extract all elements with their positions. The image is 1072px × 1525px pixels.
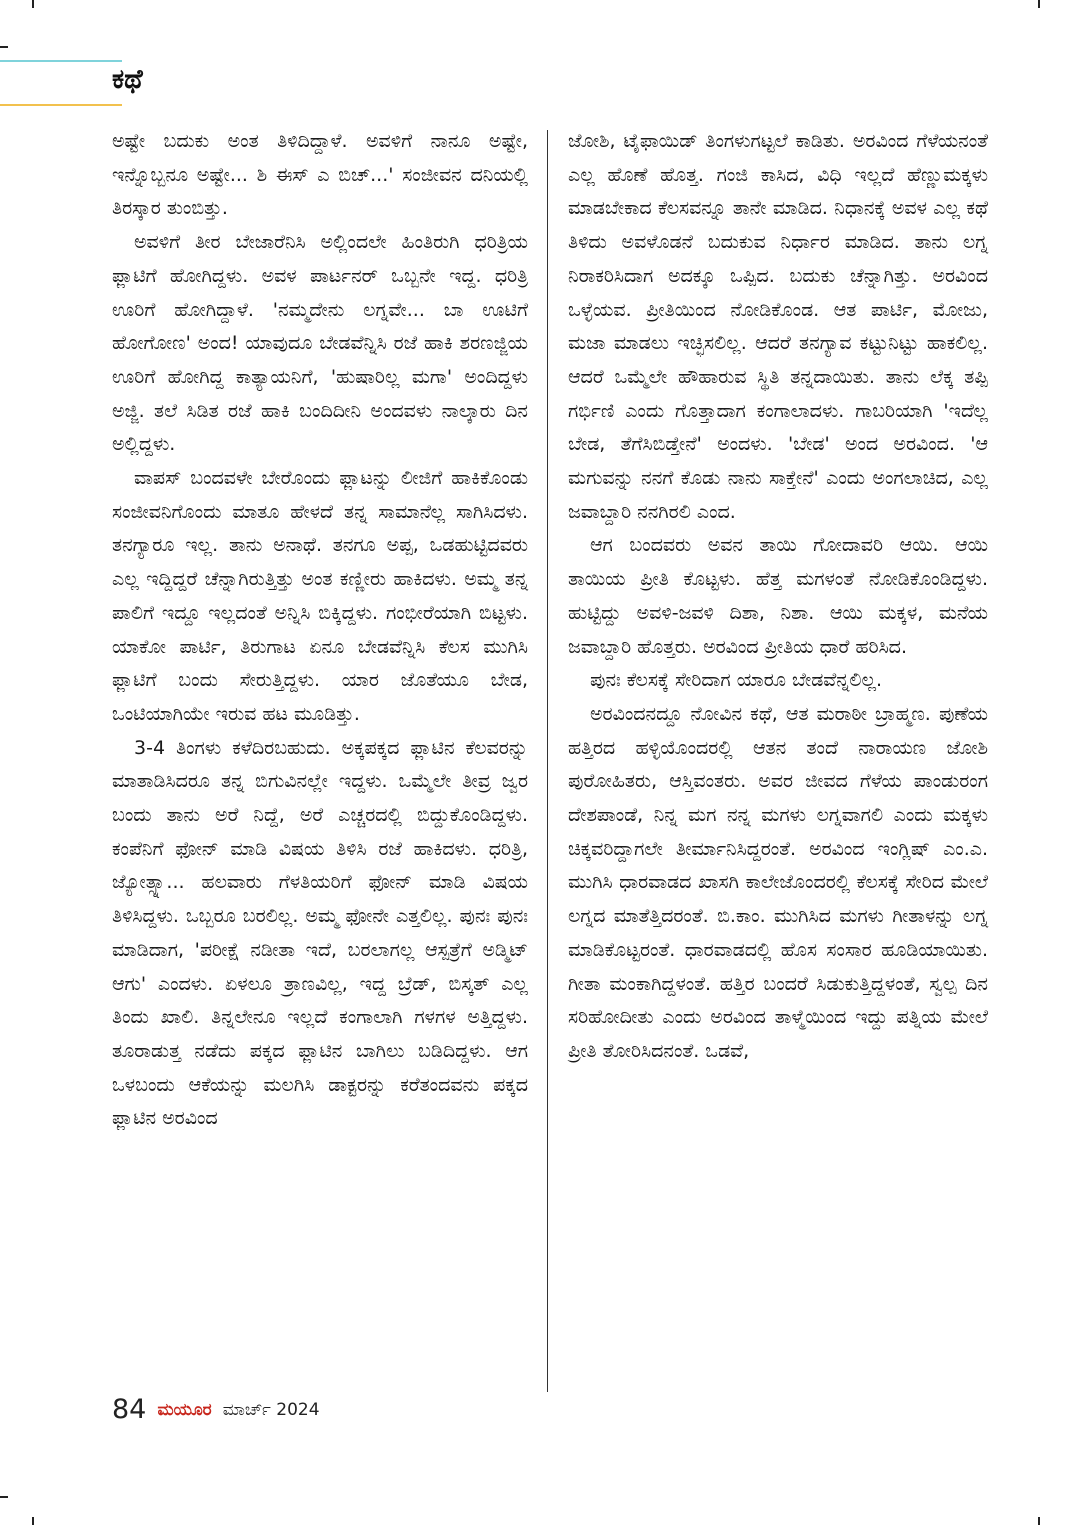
crop-mark	[32, 0, 34, 8]
crop-mark	[0, 46, 8, 48]
crop-mark	[1038, 1517, 1040, 1525]
page-number: 84	[112, 1394, 147, 1425]
paragraph: ಜೋಶಿ, ಟೈಫಾಯಿಡ್ ತಿಂಗಳುಗಟ್ಟಲೆ ಕಾಡಿತು. ಅರವಿಂದ ಗೆಳೆಯನಂತೆ ಎಲ್ಲ ಹೊಣೆ ಹೊತ್ತ. ಗಂಜಿ ಕಾಸಿದ, ವಿಧಿ ಇಲ್ಲದೆ ಹೆಣ್ಣುಮಕ್ಕಳು ಮಾಡಬೇಕಾದ ಕೆಲಸವನ್ನೂ ತಾನೇ ಮಾಡಿದ. ನಿಧಾನಕ್ಕೆ ಅವಳ ಎಲ್ಲ ಕಥೆ ತಿಳಿದು ಅವಳೊಡನೆ ಬದುಕುವ ನಿರ್ಧಾರ ಮಾಡಿದ. ತಾನು ಲಗ್ನ ನಿರಾಕರಿಸಿದಾಗ ಅದಕ್ಕೂ ಒಪ್ಪಿದ. ಬದುಕು ಚೆನ್ನಾಗಿತ್ತು. ಅರವಿಂದ ಒಳ್ಳೆಯವ. ಪ್ರೀತಿಯಿಂದ ನೋಡಿಕೊಂಡ. ಆತ ಪಾರ್ಟಿ, ಮೋಜು, ಮಜಾ ಮಾಡಲು ಇಚ್ಛಿಸಲಿಲ್ಲ. ಆದರೆ ತನಗ್ಯಾವ ಕಟ್ಟುನಿಟ್ಟು ಹಾಕಲಿಲ್ಲ. ಆದರೆ ಒಮ್ಮೆಲೇ ಹೌಹಾರುವ ಸ್ಥಿತಿ ತನ್ನದಾಯಿತು. ತಾನು ಲೆಕ್ಕ ತಪ್ಪಿ ಗರ್ಭಿಣಿ ಎಂದು ಗೊತ್ತಾದಾಗ ಕಂಗಾಲಾದಳು. ಗಾಬರಿಯಾಗಿ 'ಇದೆಲ್ಲ ಬೇಡ, ತೆಗೆಸಿಬಿಡ್ತೇನೆ' ಅಂದಳು. 'ಬೇಡ' ಅಂದ ಅರವಿಂದ. 'ಆ ಮಗುವನ್ನು ನನಗೆ ಕೊಡು ನಾನು ಸಾಕ್ತೇನೆ' ಎಂದು ಅಂಗಲಾಚಿದ, ಎಲ್ಲ ಜವಾಬ್ದಾರಿ ನನಗಿರಲಿ ಎಂದ.	[568, 130, 988, 523]
column-divider	[547, 130, 548, 1392]
section-rule-bottom	[0, 104, 122, 106]
section-title: ಕಥೆ	[112, 64, 143, 95]
page-footer	[112, 1394, 320, 1425]
paragraph: ವಾಪಸ್ ಬಂದವಳೇ ಬೇರೊಂದು ಫ್ಲಾಟನ್ನು ಲೀಜಿಗೆ ಹಾಕಿಕೊಂಡು ಸಂಜೀವನಿಗೊಂದು ಮಾತೂ ಹೇಳದೆ ತನ್ನ ಸಾಮಾನೆಲ್ಲ ಸಾಗಿಸಿದಳು. ತನಗ್ಯಾರೂ ಇಲ್ಲ. ತಾನು ಅನಾಥೆ. ತನಗೂ ಅಪ್ಪ, ಒಡಹುಟ್ಟಿದವರು ಎಲ್ಲ ಇದ್ದಿದ್ದರೆ ಚೆನ್ನಾಗಿರುತ್ತಿತ್ತು ಅಂತ ಕಣ್ಣೀರು ಹಾಕಿದಳು. ಅಮ್ಮ ತನ್ನ ಪಾಲಿಗೆ ಇದ್ದೂ ಇಲ್ಲದಂತೆ ಅನ್ನಿಸಿ ಬಿಕ್ಕಿದ್ದಳು. ಗಂಭೀರೆಯಾಗಿ ಬಿಟ್ಟಳು. ಯಾಕೋ ಪಾರ್ಟಿ, ತಿರುಗಾಟ ಏನೂ ಬೇಡವೆನ್ನಿಸಿ ಕೆಲಸ ಮುಗಿಸಿ ಫ್ಲಾಟಿಗೆ ಬಂದು ಸೇರುತ್ತಿದ್ದಳು. ಯಾರ ಜೊತೆಯೂ ಬೇಡ, ಒಂಟಿಯಾಗಿಯೇ ಇರುವ ಹಟ ಮೂಡಿತ್ತು.	[112, 467, 528, 725]
article-column-right	[568, 125, 988, 1069]
crop-mark	[1038, 0, 1040, 8]
crop-mark	[32, 1517, 34, 1525]
paragraph: ಅವಳಿಗೆ ತೀರ ಬೇಜಾರೆನಿಸಿ ಅಲ್ಲಿಂದಲೇ ಹಿಂತಿರುಗಿ ಧರಿತ್ರಿಯ ಫ್ಲಾಟಿಗೆ ಹೋಗಿದ್ದಳು. ಅವಳ ಪಾರ್ಟನರ್ ಒಬ್ಬನೇ ಇದ್ದ. ಧರಿತ್ರಿ ಊರಿಗೆ ಹೋಗಿದ್ದಾಳೆ. 'ನಮ್ಮದೇನು ಲಗ್ನವೇ... ಬಾ ಊಟಿಗೆ ಹೋಗೋಣ' ಅಂದ! ಯಾವುದೂ ಬೇಡವೆನ್ನಿಸಿ ರಜೆ ಹಾಕಿ ಶರಣಜ್ಜಿಯ ಊರಿಗೆ ಹೋಗಿದ್ದ ಕಾತ್ಯಾಯನಿಗೆ, 'ಹುಷಾರಿಲ್ಲ ಮಗಾ' ಅಂದಿದ್ದಳು ಅಜ್ಜಿ. ತಲೆ ಸಿಡಿತ ರಜೆ ಹಾಕಿ ಬಂದಿದೀನಿ ಅಂದವಳು ನಾಲ್ಕಾರು ದಿನ ಅಲ್ಲಿದ್ದಳು.	[112, 231, 528, 456]
crop-mark	[0, 1496, 8, 1498]
section-rule-top	[0, 60, 122, 62]
paragraph: 3-4 ತಿಂಗಳು ಕಳೆದಿರಬಹುದು. ಅಕ್ಕಪಕ್ಕದ ಫ್ಲಾಟಿನ ಕೆಲವರನ್ನು ಮಾತಾಡಿಸಿದರೂ ತನ್ನ ಬಿಗುವಿನಲ್ಲೇ ಇದ್ದಳು. ಒಮ್ಮೆಲೇ ತೀವ್ರ ಜ್ವರ ಬಂದು ತಾನು ಅರೆ ನಿದ್ದೆ, ಅರೆ ಎಚ್ಚರದಲ್ಲಿ ಬಿದ್ದುಕೊಂಡಿದ್ದಳು. ಕಂಪೆನಿಗೆ ಫೋನ್ ಮಾಡಿ ವಿಷಯ ತಿಳಿಸಿ ರಜೆ ಹಾಕಿದಳು. ಧರಿತ್ರಿ, ಜ್ಯೋತ್ಸ್ನಾ... ಹಲವಾರು ಗೆಳತಿಯರಿಗೆ ಫೋನ್ ಮಾಡಿ ವಿಷಯ ತಿಳಿಸಿದ್ದಳು. ಒಬ್ಬರೂ ಬರಲಿಲ್ಲ. ಅಮ್ಮ ಫೋನೇ ಎತ್ತಲಿಲ್ಲ. ಪುನಃ ಪುನಃ ಮಾಡಿದಾಗ, 'ಪರೀಕ್ಷೆ ನಡೀತಾ ಇದೆ, ಬರಲಾಗಲ್ಲ ಆಸ್ಪತ್ರೆಗೆ ಅಡ್ಮಿಟ್ ಆಗು' ಎಂದಳು. ಏಳಲೂ ತ್ರಾಣವಿಲ್ಲ, ಇದ್ದ ಬ್ರೆಡ್, ಬಿಸ್ಕತ್ ಎಲ್ಲ ತಿಂದು ಖಾಲಿ. ತಿನ್ನಲೇನೂ ಇಲ್ಲದೆ ಕಂಗಾಲಾಗಿ ಗಳಗಳ ಅತ್ತಿದ್ದಳು. ತೂರಾಡುತ್ತ ನಡೆದು ಪಕ್ಕದ ಫ್ಲಾಟಿನ ಬಾಗಿಲು ಬಡಿದಿದ್ದಳು. ಆಗ ಒಳಬಂದು ಆಕೆಯನ್ನು ಮಲಗಿಸಿ ಡಾಕ್ಟರನ್ನು ಕರೆತಂದವನು ಪಕ್ಕದ ಫ್ಲಾಟಿನ ಅರವಿಂದ	[112, 736, 528, 1130]
issue-date: ಮಾರ್ಚ್ 2024	[222, 1399, 320, 1420]
paragraph: ಆಗ ಬಂದವರು ಅವನ ತಾಯಿ ಗೋದಾವರಿ ಆಯಿ. ಆಯಿ ತಾಯಿಯ ಪ್ರೀತಿ ಕೊಟ್ಟಳು. ಹೆತ್ತ ಮಗಳಂತೆ ನೋಡಿಕೊಂಡಿದ್ದಳು. ಹುಟ್ಟಿದ್ದು ಅವಳಿ-ಜವಳಿ ದಿಶಾ, ನಿಶಾ. ಆಯಿ ಮಕ್ಕಳ, ಮನೆಯ ಜವಾಬ್ದಾರಿ ಹೊತ್ತರು. ಅರವಿಂದ ಪ್ರೀತಿಯ ಧಾರೆ ಹರಿಸಿದ.	[568, 534, 988, 658]
paragraph: ಪುನಃ ಕೆಲಸಕ್ಕೆ ಸೇರಿದಾಗ ಯಾರೂ ಬೇಡವೆನ್ನಲಿಲ್ಲ.	[590, 669, 883, 692]
paragraph: ಅರವಿಂದನದ್ದೂ ನೋವಿನ ಕಥೆ, ಆತ ಮರಾಠೀ ಬ್ರಾಹ್ಮಣ. ಪುಣೆಯ ಹತ್ತಿರದ ಹಳ್ಳಿಯೊಂದರಲ್ಲಿ ಆತನ ತಂದೆ ನಾರಾಯಣ ಜೋಶಿ ಪುರೋಹಿತರು, ಆಸ್ತಿವಂತರು. ಅವರ ಜೀವದ ಗೆಳೆಯ ಪಾಂಡುರಂಗ ದೇಶಪಾಂಡೆ, ನಿನ್ನ ಮಗ ನನ್ನ ಮಗಳು ಲಗ್ನವಾಗಲಿ ಎಂದು ಮಕ್ಕಳು ಚಿಕ್ಕವರಿದ್ದಾಗಲೇ ತೀರ್ಮಾನಿಸಿದ್ದರಂತೆ. ಅರವಿಂದ ಇಂಗ್ಲಿಷ್ ಎಂ.ಎ. ಮುಗಿಸಿ ಧಾರವಾಡದ ಖಾಸಗಿ ಕಾಲೇಜೊಂದರಲ್ಲಿ ಕೆಲಸಕ್ಕೆ ಸೇರಿದ ಮೇಲೆ ಲಗ್ನದ ಮಾತೆತ್ತಿದರಂತೆ. ಬಿ.ಕಾಂ. ಮುಗಿಸಿದ ಮಗಳು ಗೀತಾಳನ್ನು ಲಗ್ನ ಮಾಡಿಕೊಟ್ಟರಂತೆ. ಧಾರವಾಡದಲ್ಲಿ ಹೊಸ ಸಂಸಾರ ಹೂಡಿಯಾಯಿತು. ಗೀತಾ ಮಂಕಾಗಿದ್ದಳಂತೆ. ಹತ್ತಿರ ಬಂದರೆ ಸಿಡುಕುತ್ತಿದ್ದಳಂತೆ, ಸ್ವಲ್ಪ ದಿನ ಸರಿಹೋದೀತು ಎಂದು ಅರವಿಂದ ತಾಳ್ಮೆಯಿಂದ ಇದ್ದು ಪತ್ನಿಯ ಮೇಲೆ ಪ್ರೀತಿ ತೋರಿಸಿದನಂತೆ. ಒಡವೆ,	[568, 702, 988, 1062]
paragraph: ಅಷ್ಟೇ ಬದುಕು ಅಂತ ತಿಳಿದಿದ್ದಾಳೆ. ಅವಳಿಗೆ ನಾನೂ ಅಷ್ಟೇ, ಇನ್ನೊಬ್ಬನೂ ಅಷ್ಟೇ... ಶಿ ಈಸ್ ಎ ಬಿಚ್...' ಸಂಜೀವನ ದನಿಯಲ್ಲಿ ತಿರಸ್ಕಾರ ತುಂಬಿತ್ತು.	[112, 130, 528, 220]
article-column-left	[112, 125, 528, 1136]
magazine-logo: ಮಯೂರ	[157, 1399, 212, 1420]
